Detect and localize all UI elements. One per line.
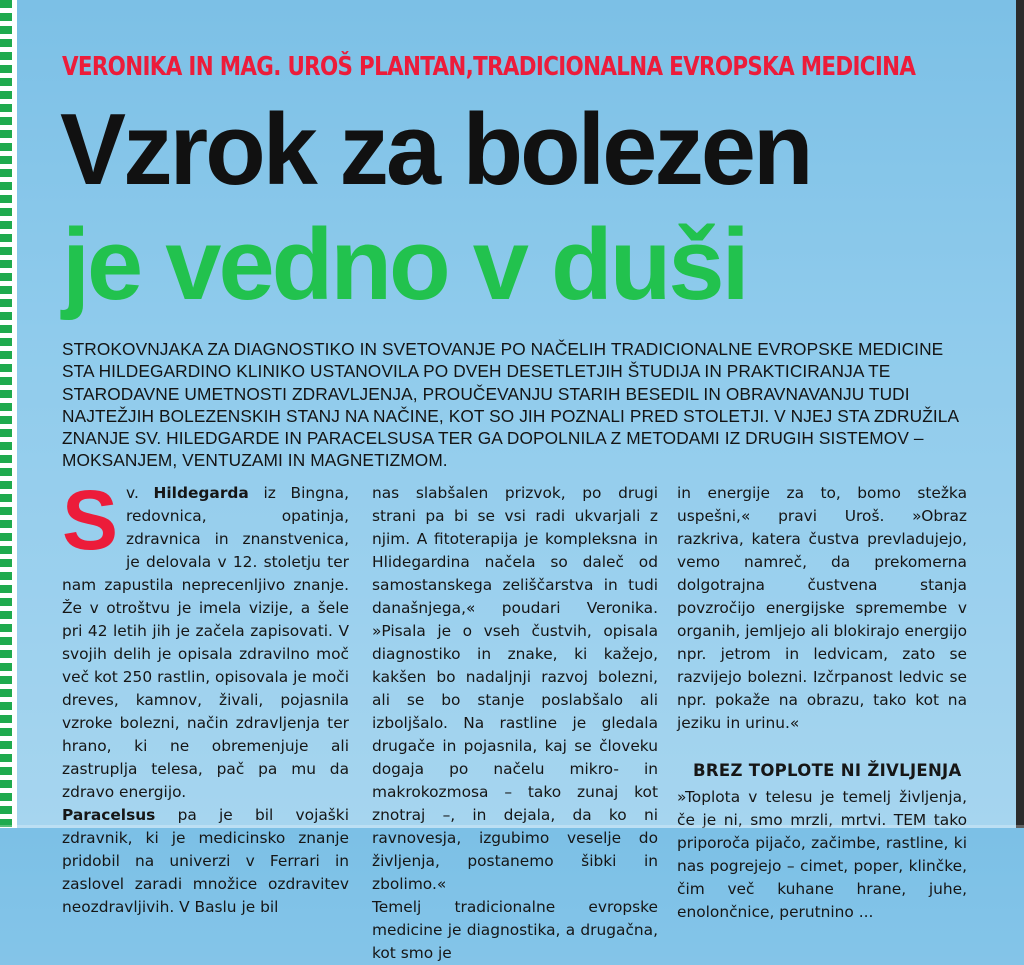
text-column-3 <box>677 482 967 921</box>
article-kicker: VERONIKA IN MAG. UROŠ PLANTAN,TRADICIONALNA EVROPSKA MEDICINA <box>62 52 916 82</box>
paragraph: Sv. Hildegarda iz Bingna, redovnica, opatinja, zdravnica in znanstvenica, je delovala v 12. stoletju ter nam zapustila neprecenljivo znanje. Že v otroštvu je imela vizije, a šele pri 42 letih jih je začela zapisovati. V svojih delih je opisala zdravilno moč več kot 250 rastlin, opisovala je moči dreves, kamnov, živali, pojasnila vzroke bolezni, način zdravljenja ter hrano, ki ne obremenjuje ali zastruplja telesa, pač pa mu da zdravo energijo. <box>62 473 349 801</box>
paragraph: in energije za to, bomo stežka uspešni,« pravi Uroš. »Obraz razkriva, katera čustva prevladujejo, vemo namreč, da prekomerna dolgotrajna čustvena stanja povzročijo energijske spremembe v organih, jemljejo ali blokirajo energijo npr. jetrom in ledvicam, zato se razvijejo bolezni. Izčrpanost ledvic se npr. pokaže na obrazu, tako kot na jeziku in urinu.« <box>677 484 967 732</box>
article-title-line1: Vzrok za bolezen <box>60 94 811 206</box>
name-hildegarda: Hildegarda <box>153 484 249 502</box>
paragraph: nas slabšalen prizvok, po drugi strani pa bi se vsi radi ukvarjali z njim. A fitoterapija je kompleksna in Hlidegardina načela so daleč od samostanskega zeliščarstva in tudi današnjega,« poudari Veronika. »Pisala je o vseh čustvih, opisala diagnostiko in znake, ki kažejo, kakšen bo nadaljnji razvoj bolezni, ali se bo stanje poslabšalo ali izboljšalo. Na rastline je gledala drugače in pojasnila, kaj se človeku dogaja po načelu mikro- in makrokozmosa – tako zunaj kot znotraj –, in dejala, da ko ni ravnovesja, izgubimo veselje do življenja, postanemo šibki in zbolimo.« <box>372 484 658 893</box>
article-title-line2: je vedno v duši <box>62 209 747 321</box>
paragraph: Temelj tradicionalne evropske medicine je diagnostika, a drugačna, kot smo je <box>372 898 658 962</box>
name-paracelsus: Paracelsus <box>62 806 156 824</box>
page-edge <box>12 0 17 828</box>
article-lead: STROKOVNJAKA ZA DIAGNOSTIKO IN SVETOVANJE PO NAČELIH TRADICIONALNE EVROPSKE MEDICINE STA HILDEGARDINO KLINIKO USTANOVILA PO DVEH DESETLETJIH ŠTUDIJA IN PRAKTICIRANJA TE STARODAVNE UMETNOSTI ZDRAVLJENJA, PROUČEVANJU STARIH BESEDIL IN OBRAVNAVANJU TUDI NAJTEŽJIH BOLEZENSKIH STANJ NA NAČINE, KOT SO JIH POZNALI PRED STOLETJI. V NJEJ STA ZDRUŽILA ZNANJE SV. HILEDGARDE IN PARACELSUSA TER GA DOPOLNILA Z METODAMI IZ DRUGIH SISTEMOV – MOKSANJEM, VENTUZAMI IN MAGNETIZMOM. <box>62 339 959 471</box>
drop-cap: S <box>62 473 119 567</box>
paragraph: »Toplota v telesu je temelj življenja, če je ni, smo mrzli, mrtvi. TEM tako priporoča pijačo, začimbe, rastline, ki nas pogrejejo – cimet, poper, klinčke, čim več kuhane hrane, juhe, enolončnice, perutnino ... <box>677 788 967 921</box>
text-column-2 <box>372 482 658 962</box>
binding-spiral <box>0 0 12 828</box>
page-bottom-cut <box>0 825 1024 828</box>
page-right-edge <box>1016 0 1024 828</box>
section-subheading: BREZ TOPLOTE NI ŽIVLJENJA <box>693 761 962 780</box>
paragraph: Paracelsus pa je bil vojaški zdravnik, ki je medicinsko znanje pridobil na univerzi v Ferrari in zaslovel zaradi množice ozdravitev neozdravljivih. V Baslu je bil <box>62 806 349 916</box>
text-column-1 <box>62 473 349 916</box>
